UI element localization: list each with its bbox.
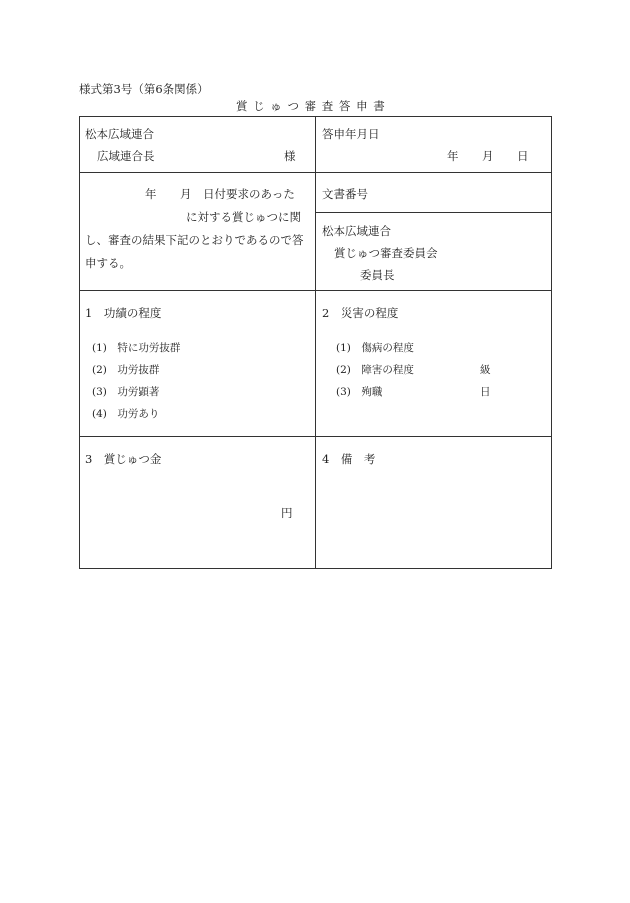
answer-date-day: 日 [517,149,529,163]
answer-date-label: 答申年月日 [322,127,380,141]
section2-item: (3) 殉職 [336,386,383,398]
section3-currency-unit: 円 [281,506,293,520]
section1-item: (3) 功労顕著 [92,386,160,398]
body-line-3: し、審査の結果下記のとおりであるので答 [85,233,304,247]
section4-heading: 4 備 考 [322,452,376,466]
center-divider [315,116,316,569]
body-line-1: 日付要求のあった [203,187,295,201]
section1-heading: 1 功績の程度 [85,306,162,320]
section2-day-unit: 日 [480,386,491,398]
body-line-4: 申する。 [85,256,131,270]
section2-grade-unit: 級 [480,364,491,376]
row-divider-docnum [315,212,552,213]
sender-organization: 松本広域連合 [322,224,391,238]
section3-heading: 3 賞じゅつ金 [85,452,162,466]
document-number-label: 文書番号 [322,187,368,201]
addressee-honorific: 様 [284,149,296,163]
addressee-organization: 松本広域連合 [85,127,154,141]
answer-date-year: 年 [447,149,459,163]
sender-committee: 賞じゅつ審査委員会 [334,246,438,260]
row-divider-3 [79,436,552,437]
section1-item: (2) 功労抜群 [92,364,160,376]
body-line-2: に対する賞じゅつに関 [186,210,301,224]
answer-date-month: 月 [482,149,494,163]
addressee-recipient: 広域連合長 [97,149,155,163]
form-number: 様式第3号（第6条関係） [79,82,209,96]
section2-item: (1) 傷病の程度 [336,342,414,354]
row-divider-1 [79,172,552,173]
body-month: 月 [180,187,192,201]
section2-item: (2) 障害の程度 [336,364,414,376]
section2-heading: 2 災害の程度 [322,306,399,320]
sender-chair: 委員長 [360,268,395,282]
body-year: 年 [145,187,157,201]
document-title: 賞 じ ゅ つ 審 査 答 申 書 [236,99,386,113]
section1-item: (1) 特に功労抜群 [92,342,181,354]
row-divider-2 [79,290,552,291]
section1-item: (4) 功労あり [92,408,160,420]
